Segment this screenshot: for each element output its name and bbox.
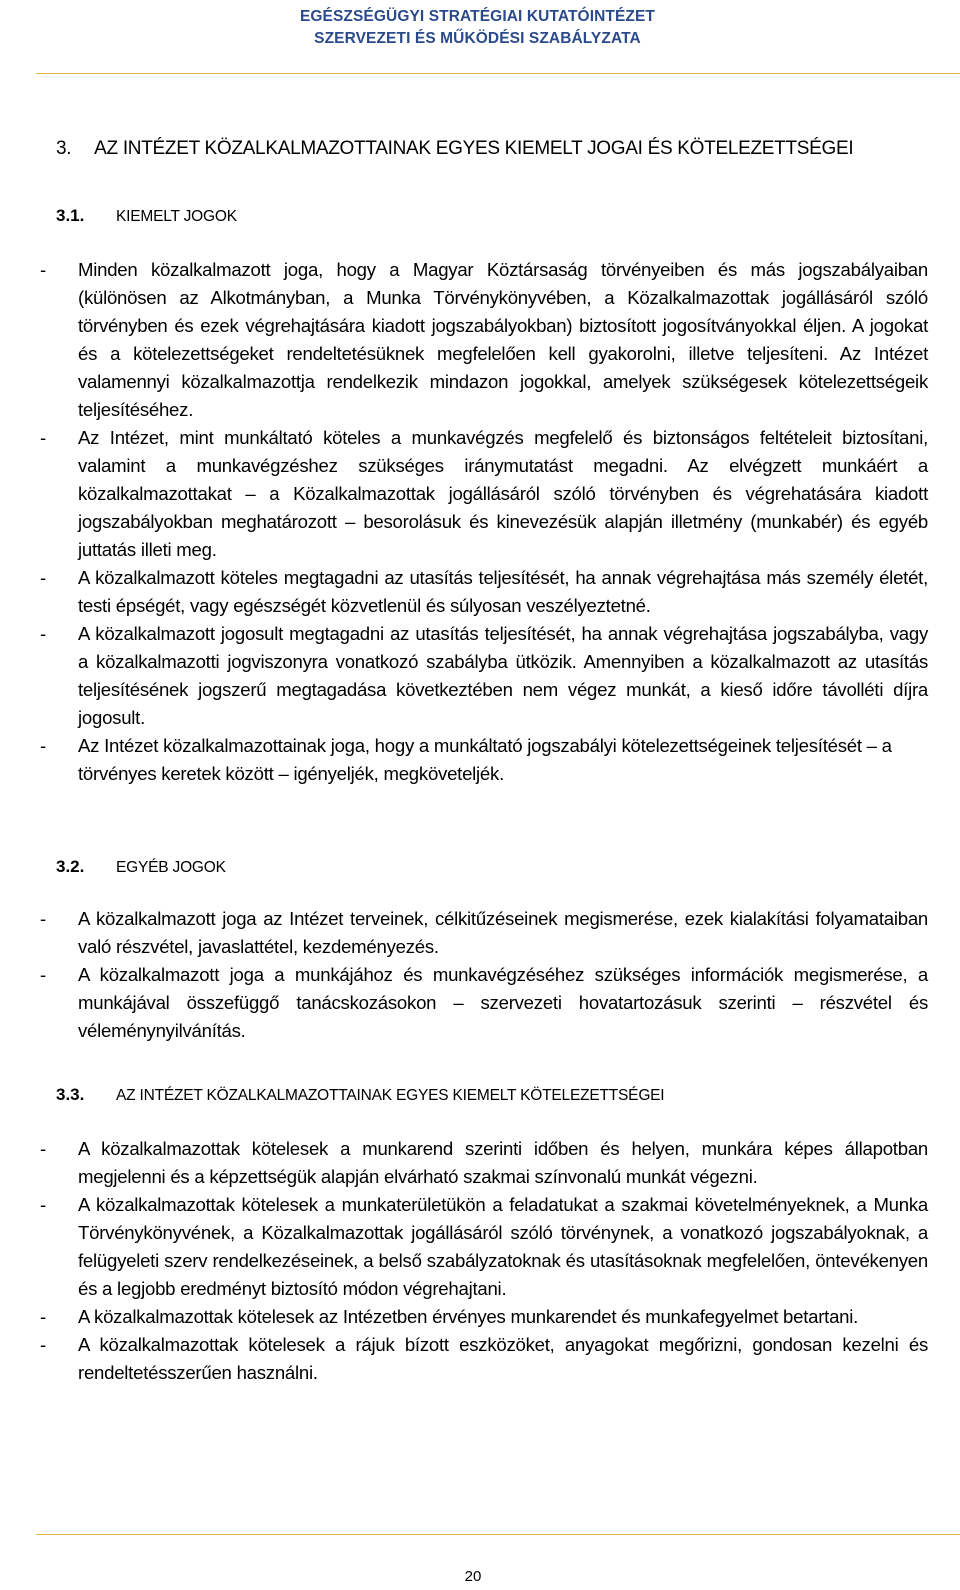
section-title: AZ INTÉZET KÖZALKALMAZOTTAINAK EGYES KIEMELT KÖTELEZETTSÉGEI bbox=[116, 1087, 665, 1104]
list-item-text: Minden közalkalmazott joga, hogy a Magyar Köztársaság törvényeiben és más jogszabályaiban (különösen az Alkotmányban, a Munka Törvénykönyvében, a Közalkalmazottak jogállásáról szóló törvényben és ezek végrehajtására kiadott jogszabályokban) biztosított jogosítványokkal éljen. A jogokat és a kötelezettségeket rendeltetésüknek megfelelően kell gyakorolni, illetve teljesíteni. Az Intézet valamennyi közalkalmazottja rendelkezik mindazon jogokkal, amelyek szükségesek kötelezettségeik teljesítéséhez. bbox=[78, 259, 928, 420]
chapter-number: 3. bbox=[56, 138, 72, 159]
list-item bbox=[40, 905, 928, 961]
list-item bbox=[40, 1135, 928, 1191]
list-item-text: Az Intézet közalkalmazottainak joga, hogy a munkáltató jogszabályi kötelezettségeinek teljesítését – a törvényes keretek között – igényeljék, megköveteljék. bbox=[78, 735, 892, 784]
list-marker: - bbox=[40, 1334, 46, 1355]
list-item-text: A közalkalmazottak kötelesek a munkarend szerinti időben és helyen, munkára képes állapotban megjelenni és a képzettségük alapján elvárható szakmai színvonalú munkát végezni. bbox=[78, 1138, 928, 1187]
list-item bbox=[40, 564, 928, 620]
list-marker: - bbox=[40, 1194, 46, 1215]
obligations-list bbox=[40, 1135, 928, 1387]
section-heading bbox=[56, 1085, 664, 1105]
list-marker: - bbox=[40, 1138, 46, 1159]
section-heading bbox=[56, 206, 237, 226]
list-marker: - bbox=[40, 427, 46, 448]
rights-list bbox=[40, 256, 928, 788]
list-item-text: A közalkalmazott köteles megtagadni az utasítás teljesítését, ha annak végrehajtása más személy életét, testi épségét, vagy egészségét közvetlenül és súlyosan veszélyeztetné. bbox=[78, 567, 928, 616]
section-number: 3.1. bbox=[56, 206, 85, 225]
list-marker: - bbox=[40, 735, 46, 756]
page-header bbox=[300, 6, 655, 50]
list-item-text: A közalkalmazott joga a munkájához és munkavégzéséhez szükséges információk megismerése, a munkájával összefüggő tanácskozásokon – szervezeti hovatartozásuk szerinti – részvétel és véleménynyilvánítás. bbox=[78, 964, 928, 1041]
list-item bbox=[40, 424, 928, 564]
list-item-text: A közalkalmazottak kötelesek a munkaterületükön a feladatukat a szakmai követelményeknek, a Munka Törvénykönyvének, a Közalkalmazottak jogállásáról szóló törvénynek, a vonatkozó jogszabályoknak, a felügyeleti szerv rendelkezéseinek, a belső szabályzatoknak és utasításoknak megfelelően, öntevékenyen és a legjobb eredményt biztosító módon végrehajtani. bbox=[78, 1194, 928, 1299]
section-heading bbox=[56, 857, 226, 877]
other-rights-list bbox=[40, 905, 928, 1045]
list-item bbox=[40, 1303, 928, 1331]
section-title: KIEMELT JOGOK bbox=[116, 208, 237, 225]
chapter-heading bbox=[56, 138, 853, 160]
list-item bbox=[40, 961, 928, 1045]
list-item-text: A közalkalmazottak kötelesek az Intézetben érvényes munkarendet és munkafegyelmet betartani. bbox=[78, 1306, 859, 1327]
header-document-title: SZERVEZETI ÉS MŰKÖDÉSI SZABÁLYZATA bbox=[314, 30, 641, 47]
list-marker: - bbox=[40, 259, 46, 280]
list-marker: - bbox=[40, 567, 46, 588]
section-number: 3.3. bbox=[56, 1085, 85, 1104]
header-divider bbox=[36, 73, 960, 74]
footer-divider bbox=[36, 1534, 960, 1535]
list-marker: - bbox=[40, 908, 46, 929]
list-item-text: A közalkalmazott joga az Intézet terveinek, célkitűzéseinek megismerése, ezek kialakítási folyamataiban való részvétel, javaslattétel, kezdeményezés. bbox=[78, 908, 928, 957]
chapter-title: AZ INTÉZET KÖZALKALMAZOTTAINAK EGYES KIEMELT JOGAI ÉS KÖTELEZETTSÉGEI bbox=[94, 138, 854, 159]
list-item-text: Az Intézet, mint munkáltató köteles a munkavégzés megfelelő és biztonságos feltételeit biztosítani, valamint a munkavégzéshez szükséges iránymutatást megadni. Az elvégzett munkáért a közalkalmazottakat – a Közalkalmazottak jogállásáról szóló törvényben és végrehatására kiadott jogszabályokban meghatározott – besorolásuk és kinevezésük alapján illetmény (munkabér) és egyéb juttatás illeti meg. bbox=[78, 427, 928, 560]
section-number: 3.2. bbox=[56, 857, 85, 876]
list-item bbox=[40, 620, 928, 732]
page-number: 20 bbox=[464, 1568, 482, 1585]
list-marker: - bbox=[40, 1306, 46, 1327]
list-marker: - bbox=[40, 623, 46, 644]
list-item-text: A közalkalmazott jogosult megtagadni az utasítás teljesítését, ha annak végrehajtása jogszabályba, vagy a közalkalmazotti jogviszonyra vonatkozó szabályba ütközik. Amennyiben a közalkalmazott az utasítás teljesítésének jogszerű megtagadása következtében nem végez munkát, a kieső időre távolléti díjra jogosult. bbox=[78, 623, 928, 728]
list-item bbox=[40, 1331, 928, 1387]
list-item bbox=[40, 732, 928, 788]
header-institution: EGÉSZSÉGÜGYI STRATÉGIAI KUTATÓINTÉZET bbox=[299, 8, 655, 25]
list-marker: - bbox=[40, 964, 46, 985]
section-title: EGYÉB JOGOK bbox=[116, 859, 226, 876]
list-item bbox=[40, 1191, 928, 1303]
list-item-text: A közalkalmazottak kötelesek a rájuk bízott eszközöket, anyagokat megőrizni, gondosan kezelni és rendeltetésszerűen használni. bbox=[78, 1334, 928, 1383]
list-item bbox=[40, 256, 928, 424]
